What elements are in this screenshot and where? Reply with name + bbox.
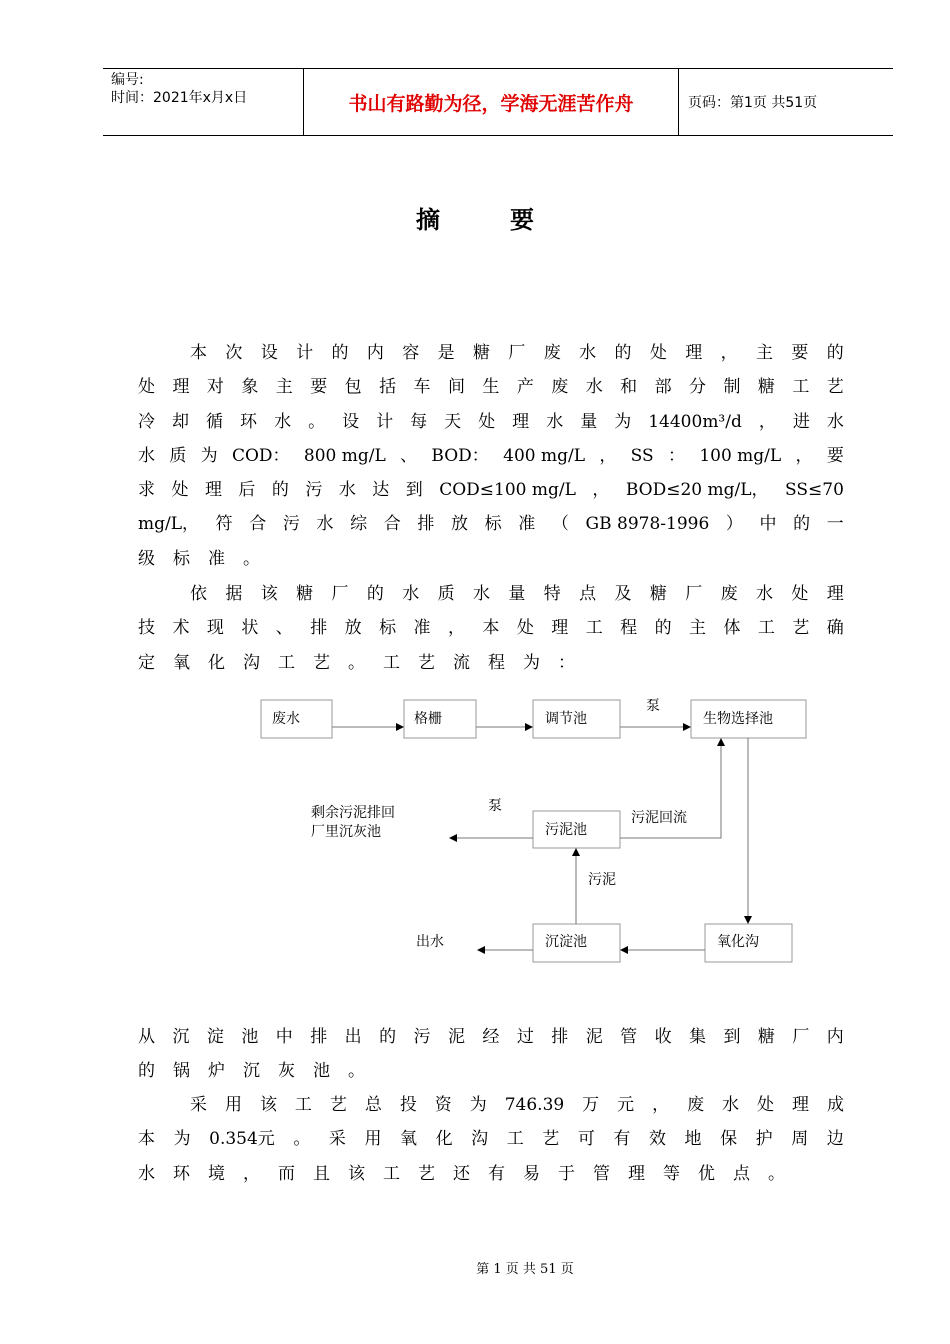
text-token: 用 bbox=[224, 1095, 242, 1115]
text-token: 排 bbox=[310, 1027, 328, 1047]
text-token: 为 bbox=[614, 411, 632, 432]
text-token: 却 bbox=[172, 411, 190, 432]
text-token: 总 bbox=[364, 1095, 382, 1115]
text-token: 处 bbox=[757, 1095, 775, 1115]
text-token: COD： bbox=[231, 445, 290, 466]
text-token: 处 bbox=[791, 584, 809, 604]
label-sludge: 污泥 bbox=[588, 872, 616, 888]
text-token: 且 bbox=[313, 1163, 330, 1184]
text-token: 定 bbox=[138, 652, 155, 673]
text-token: 工 bbox=[506, 1129, 524, 1150]
text-token: 艺 bbox=[418, 652, 435, 673]
text-token: 确 bbox=[826, 618, 844, 639]
text-token: 状 bbox=[241, 618, 259, 639]
text-token: 氧 bbox=[400, 1129, 418, 1150]
text-token: ， bbox=[758, 411, 776, 432]
text-token: 。 bbox=[768, 1163, 785, 1184]
text-token: 放 bbox=[451, 514, 469, 535]
text-token: 工 bbox=[383, 652, 400, 673]
text-token: 环 bbox=[240, 411, 258, 432]
text-token: 冷 bbox=[138, 411, 155, 432]
text-token: 标 bbox=[173, 548, 190, 569]
text-token: 工 bbox=[383, 1163, 400, 1184]
text-token: 工 bbox=[792, 377, 810, 398]
text-line bbox=[138, 1020, 844, 1054]
text-token: 管 bbox=[620, 1027, 638, 1047]
text-token: 主 bbox=[756, 343, 773, 363]
text-token: 要 bbox=[791, 343, 809, 363]
text-token: 求 bbox=[138, 480, 155, 501]
text-token: 水 bbox=[338, 480, 356, 501]
text-token: 沟 bbox=[243, 652, 260, 673]
text-token: 0.354元 bbox=[209, 1129, 275, 1150]
text-token: 理 bbox=[826, 584, 844, 604]
text-token: 成 bbox=[826, 1095, 844, 1115]
text-token: 为 bbox=[469, 1095, 487, 1115]
text-token: 的 bbox=[826, 343, 844, 363]
text-token: 容 bbox=[402, 343, 420, 363]
text-token: 池 bbox=[313, 1061, 330, 1082]
text-token: 准 bbox=[413, 618, 431, 639]
text-token: 为 bbox=[173, 1129, 191, 1150]
text-token: 要 bbox=[310, 377, 328, 398]
text-token: 池 bbox=[241, 1027, 259, 1047]
text-token: 优 bbox=[698, 1163, 715, 1184]
text-token: 合 bbox=[383, 514, 401, 535]
text-token: 理 bbox=[791, 1095, 809, 1115]
text-token: 水 bbox=[138, 445, 155, 466]
text-token: 氧 bbox=[173, 652, 190, 673]
text-token: 水 bbox=[585, 377, 603, 398]
text-token: 水 bbox=[826, 411, 844, 432]
text-token: 水 bbox=[402, 584, 420, 604]
text-token: GB 8978-1996 bbox=[585, 514, 710, 535]
text-token: 该 bbox=[348, 1163, 365, 1184]
text-token: 保 bbox=[720, 1129, 738, 1150]
code-label: 编号: bbox=[111, 72, 144, 88]
text-token: 废 bbox=[551, 377, 569, 398]
text-token: 的 bbox=[366, 584, 384, 604]
text-token: ， bbox=[592, 480, 610, 501]
text-token: 天 bbox=[444, 411, 462, 432]
text-token: 锅 bbox=[173, 1061, 190, 1082]
text-token: ， bbox=[243, 1163, 260, 1184]
text-token: 炉 bbox=[208, 1061, 225, 1082]
text-token: 综 bbox=[350, 514, 368, 535]
node-wastewater: 废水 bbox=[272, 711, 300, 727]
text-token: 艺 bbox=[826, 377, 844, 398]
text-token: 处 bbox=[478, 411, 496, 432]
paragraph-4 bbox=[138, 1088, 844, 1191]
text-token: 生 bbox=[482, 377, 500, 398]
text-token: 过 bbox=[516, 1027, 534, 1047]
text-token: 灰 bbox=[278, 1061, 295, 1082]
text-token: 主 bbox=[689, 618, 706, 639]
text-token: 沟 bbox=[471, 1129, 489, 1150]
text-token: 设 bbox=[260, 343, 278, 363]
node-bio-selector: 生物选择池 bbox=[703, 711, 773, 727]
text-token: 后 bbox=[238, 480, 256, 501]
text-token: 到 bbox=[405, 480, 423, 501]
text-token: 术 bbox=[172, 618, 190, 639]
text-token: 万 bbox=[582, 1095, 600, 1115]
text-token: 依 bbox=[190, 584, 207, 604]
text-token: 量 bbox=[508, 584, 526, 604]
text-token: ） bbox=[725, 514, 743, 535]
text-token: 等 bbox=[663, 1163, 680, 1184]
text-token: 设 bbox=[342, 411, 360, 432]
text-token: 厂 bbox=[792, 1027, 810, 1047]
text-token: 理 bbox=[204, 480, 222, 501]
text-token: 的 bbox=[654, 618, 672, 639]
label-effluent: 出水 bbox=[416, 934, 444, 950]
text-token: 收 bbox=[654, 1027, 672, 1047]
text-token: 地 bbox=[684, 1129, 702, 1150]
text-token: 循 bbox=[206, 411, 224, 432]
text-token: 本 bbox=[138, 1129, 155, 1150]
text-token: 象 bbox=[241, 377, 259, 398]
text-token: 污 bbox=[305, 480, 323, 501]
text-token: 淀 bbox=[206, 1027, 224, 1047]
text-token: 为 bbox=[523, 652, 540, 673]
text-token: 污 bbox=[413, 1027, 431, 1047]
text-token: 本 bbox=[190, 343, 207, 363]
text-token: 进 bbox=[792, 411, 810, 432]
text-token: 护 bbox=[755, 1129, 773, 1150]
text-line bbox=[138, 1122, 844, 1156]
text-token: 体 bbox=[723, 618, 741, 639]
text-token: 和 bbox=[620, 377, 638, 398]
text-token: 废 bbox=[687, 1095, 705, 1115]
text-token: 产 bbox=[516, 377, 534, 398]
text-token: 化 bbox=[208, 652, 225, 673]
text-token: 投 bbox=[399, 1095, 417, 1115]
text-token: 处 bbox=[171, 480, 189, 501]
text-token: 泥 bbox=[585, 1027, 603, 1047]
header-page-label: 页码：第1页 共51页 bbox=[688, 95, 818, 111]
text-token: 经 bbox=[482, 1027, 500, 1047]
text-token: 水 bbox=[473, 584, 490, 604]
text-token: 现 bbox=[206, 618, 224, 639]
text-token: 质 bbox=[169, 445, 187, 466]
text-token: SS bbox=[630, 445, 654, 466]
node-oxidation-ditch: 氧化沟 bbox=[717, 934, 759, 950]
text-token: 还 bbox=[453, 1163, 470, 1184]
text-token: 污 bbox=[282, 514, 300, 535]
text-token: 、 bbox=[400, 445, 418, 466]
text-token: 量 bbox=[580, 411, 598, 432]
text-token: 制 bbox=[723, 377, 741, 398]
text-token: 800 mg/L bbox=[303, 445, 386, 466]
text-token: 合 bbox=[249, 514, 267, 535]
text-token: 主 bbox=[275, 377, 293, 398]
text-token: 理 bbox=[512, 411, 530, 432]
text-token: 放 bbox=[344, 618, 362, 639]
text-token: 水 bbox=[579, 343, 597, 363]
text-token: 水 bbox=[722, 1095, 740, 1115]
node-sedimentation: 沉淀池 bbox=[545, 934, 587, 950]
text-token: 处 bbox=[649, 343, 667, 363]
text-token: 理 bbox=[172, 377, 190, 398]
text-token: 工 bbox=[757, 618, 775, 639]
text-token: 有 bbox=[613, 1129, 631, 1150]
text-token: 。 bbox=[308, 411, 326, 432]
text-token: 的 bbox=[138, 1061, 155, 1082]
text-token: 水 bbox=[274, 411, 292, 432]
text-token: 流 bbox=[453, 652, 470, 673]
text-token: 。 bbox=[348, 652, 365, 673]
text-token: 、 bbox=[275, 618, 293, 639]
text-token: 水 bbox=[546, 411, 564, 432]
text-token: 技 bbox=[138, 618, 155, 639]
text-token: 分 bbox=[689, 377, 706, 398]
text-token: 为 bbox=[200, 445, 218, 466]
node-grille: 格栅 bbox=[414, 711, 442, 727]
node-sludge-tank: 污泥池 bbox=[545, 822, 587, 838]
page-footer: 第 1 页 共 51 页 bbox=[476, 1262, 574, 1277]
label-pump-1: 泵 bbox=[646, 698, 660, 714]
text-token: 。 bbox=[348, 1061, 365, 1082]
text-token: BOD： bbox=[431, 445, 489, 466]
text-token: 采 bbox=[190, 1095, 207, 1115]
text-token: 准 bbox=[518, 514, 536, 535]
text-token: 车 bbox=[413, 377, 431, 398]
text-token: 出 bbox=[344, 1027, 362, 1047]
text-token: 采 bbox=[328, 1129, 346, 1150]
text-token: 工 bbox=[585, 618, 603, 639]
text-token: 艺 bbox=[542, 1129, 560, 1150]
text-token: （ bbox=[551, 514, 569, 535]
text-token: 标 bbox=[379, 618, 397, 639]
text-token: 14400m³/d bbox=[648, 411, 742, 432]
text-token: 水 bbox=[316, 514, 334, 535]
text-token: 理 bbox=[685, 343, 703, 363]
text-token: 糖 bbox=[296, 584, 314, 604]
label-sludge-return: 污泥回流 bbox=[631, 810, 687, 826]
text-token: 糖 bbox=[649, 584, 667, 604]
header-motto: 书山有路勤为径，学海无涯苦作舟 bbox=[304, 69, 679, 135]
text-token: 工 bbox=[294, 1095, 312, 1115]
text-line bbox=[138, 1157, 844, 1191]
text-token: ， bbox=[652, 1095, 670, 1115]
text-token: 的 bbox=[614, 343, 632, 363]
text-token: 水 bbox=[756, 584, 773, 604]
text-token: 到 bbox=[723, 1027, 741, 1047]
text-token: 易 bbox=[523, 1163, 540, 1184]
text-token: ， bbox=[795, 445, 813, 466]
text-token: 排 bbox=[551, 1027, 569, 1047]
text-token: 理 bbox=[628, 1163, 645, 1184]
text-token: 括 bbox=[379, 377, 397, 398]
page-title: 摘要 bbox=[416, 206, 604, 234]
text-token: 准 bbox=[208, 548, 225, 569]
text-token: 计 bbox=[376, 411, 394, 432]
text-token: 糖 bbox=[473, 343, 490, 363]
text-token: SS≤70 bbox=[785, 480, 844, 501]
text-token: 程 bbox=[488, 652, 505, 673]
text-token: 有 bbox=[488, 1163, 505, 1184]
text-token: 厂 bbox=[331, 584, 349, 604]
text-token: 次 bbox=[225, 343, 243, 363]
text-token: 于 bbox=[558, 1163, 575, 1184]
text-token: 排 bbox=[310, 618, 328, 639]
text-token: 间 bbox=[447, 377, 465, 398]
text-token: 点 bbox=[579, 584, 597, 604]
text-token: 及 bbox=[614, 584, 632, 604]
text-token: 废 bbox=[720, 584, 738, 604]
text-token: 特 bbox=[543, 584, 561, 604]
text-token: 集 bbox=[689, 1027, 706, 1047]
text-token: mg/L， bbox=[138, 514, 200, 535]
text-token: ， bbox=[720, 343, 738, 363]
text-token: 一 bbox=[826, 514, 844, 535]
text-token: 据 bbox=[225, 584, 243, 604]
text-line bbox=[138, 1088, 844, 1122]
text-token: 程 bbox=[620, 618, 638, 639]
text-token: 的 bbox=[793, 514, 811, 535]
text-token: 处 bbox=[516, 618, 534, 639]
text-token: 该 bbox=[260, 584, 278, 604]
text-token: 周 bbox=[791, 1129, 809, 1150]
text-token: ： bbox=[667, 445, 685, 466]
text-token: 746.39 bbox=[504, 1095, 565, 1115]
text-token: 质 bbox=[437, 584, 455, 604]
node-regulating: 调节池 bbox=[545, 711, 587, 727]
label-remaining-2: 厂里沉灰池 bbox=[311, 824, 381, 840]
text-token: 厂 bbox=[508, 343, 526, 363]
text-token: 环 bbox=[173, 1163, 190, 1184]
text-token: 是 bbox=[437, 343, 455, 363]
text-token: 沉 bbox=[243, 1061, 260, 1082]
text-token: 从 bbox=[138, 1027, 155, 1047]
text-token: 管 bbox=[593, 1163, 610, 1184]
text-token: 本 bbox=[482, 618, 500, 639]
text-token: ， bbox=[599, 445, 617, 466]
text-token: 元 bbox=[617, 1095, 635, 1115]
text-token: 。 bbox=[293, 1129, 311, 1150]
text-token: 对 bbox=[206, 377, 224, 398]
paragraph-3 bbox=[138, 1020, 844, 1089]
text-token: 的 bbox=[271, 480, 289, 501]
text-token: 的 bbox=[331, 343, 349, 363]
text-token: 厂 bbox=[685, 584, 703, 604]
text-token: 部 bbox=[654, 377, 672, 398]
text-token: 艺 bbox=[792, 618, 810, 639]
text-token: 化 bbox=[435, 1129, 453, 1150]
text-token: 要 bbox=[826, 445, 844, 466]
text-token: 。 bbox=[243, 548, 260, 569]
text-token: 效 bbox=[648, 1129, 666, 1150]
text-token: 符 bbox=[215, 514, 233, 535]
text-token: 排 bbox=[417, 514, 435, 535]
text-token: 糖 bbox=[757, 1027, 775, 1047]
text-token: 每 bbox=[410, 411, 428, 432]
text-token: 的 bbox=[379, 1027, 397, 1047]
text-token: 泥 bbox=[447, 1027, 465, 1047]
text-token: 计 bbox=[296, 343, 314, 363]
text-token: 境 bbox=[208, 1163, 225, 1184]
text-token: 内 bbox=[366, 343, 384, 363]
text-token: 达 bbox=[372, 480, 390, 501]
text-token: 艺 bbox=[313, 652, 330, 673]
text-token: ， bbox=[447, 618, 465, 639]
text-token: 而 bbox=[278, 1163, 295, 1184]
text-line bbox=[138, 1054, 844, 1088]
text-token: 可 bbox=[577, 1129, 595, 1150]
label-pump-2: 泵 bbox=[488, 798, 502, 814]
text-token: ： bbox=[558, 652, 575, 673]
text-token: 理 bbox=[551, 618, 569, 639]
text-token: BOD≤20 mg/L， bbox=[625, 480, 769, 501]
text-token: 标 bbox=[484, 514, 502, 535]
text-token: 中 bbox=[759, 514, 777, 535]
text-token: 中 bbox=[275, 1027, 293, 1047]
text-token: 处 bbox=[138, 377, 155, 398]
text-token: 400 mg/L bbox=[503, 445, 585, 466]
text-token: 内 bbox=[826, 1027, 844, 1047]
text-token: 水 bbox=[138, 1163, 155, 1184]
text-token: 沉 bbox=[172, 1027, 190, 1047]
label-remaining-1: 剩余污泥排回 bbox=[311, 805, 395, 821]
text-token: 用 bbox=[364, 1129, 382, 1150]
text-token: 工 bbox=[278, 652, 295, 673]
text-token: 资 bbox=[434, 1095, 452, 1115]
text-token: 级 bbox=[138, 548, 155, 569]
text-token: 该 bbox=[259, 1095, 277, 1115]
text-token: 包 bbox=[344, 377, 362, 398]
text-token: 100 mg/L bbox=[699, 445, 782, 466]
text-token: 糖 bbox=[757, 377, 775, 398]
text-token: 艺 bbox=[418, 1163, 435, 1184]
text-token: 边 bbox=[826, 1129, 844, 1150]
text-token: 艺 bbox=[329, 1095, 347, 1115]
text-token: 点 bbox=[733, 1163, 750, 1184]
time-label: 时间：2021年x月x日 bbox=[111, 90, 248, 106]
text-token: COD≤100 mg/L bbox=[439, 480, 576, 501]
text-token: 废 bbox=[543, 343, 561, 363]
